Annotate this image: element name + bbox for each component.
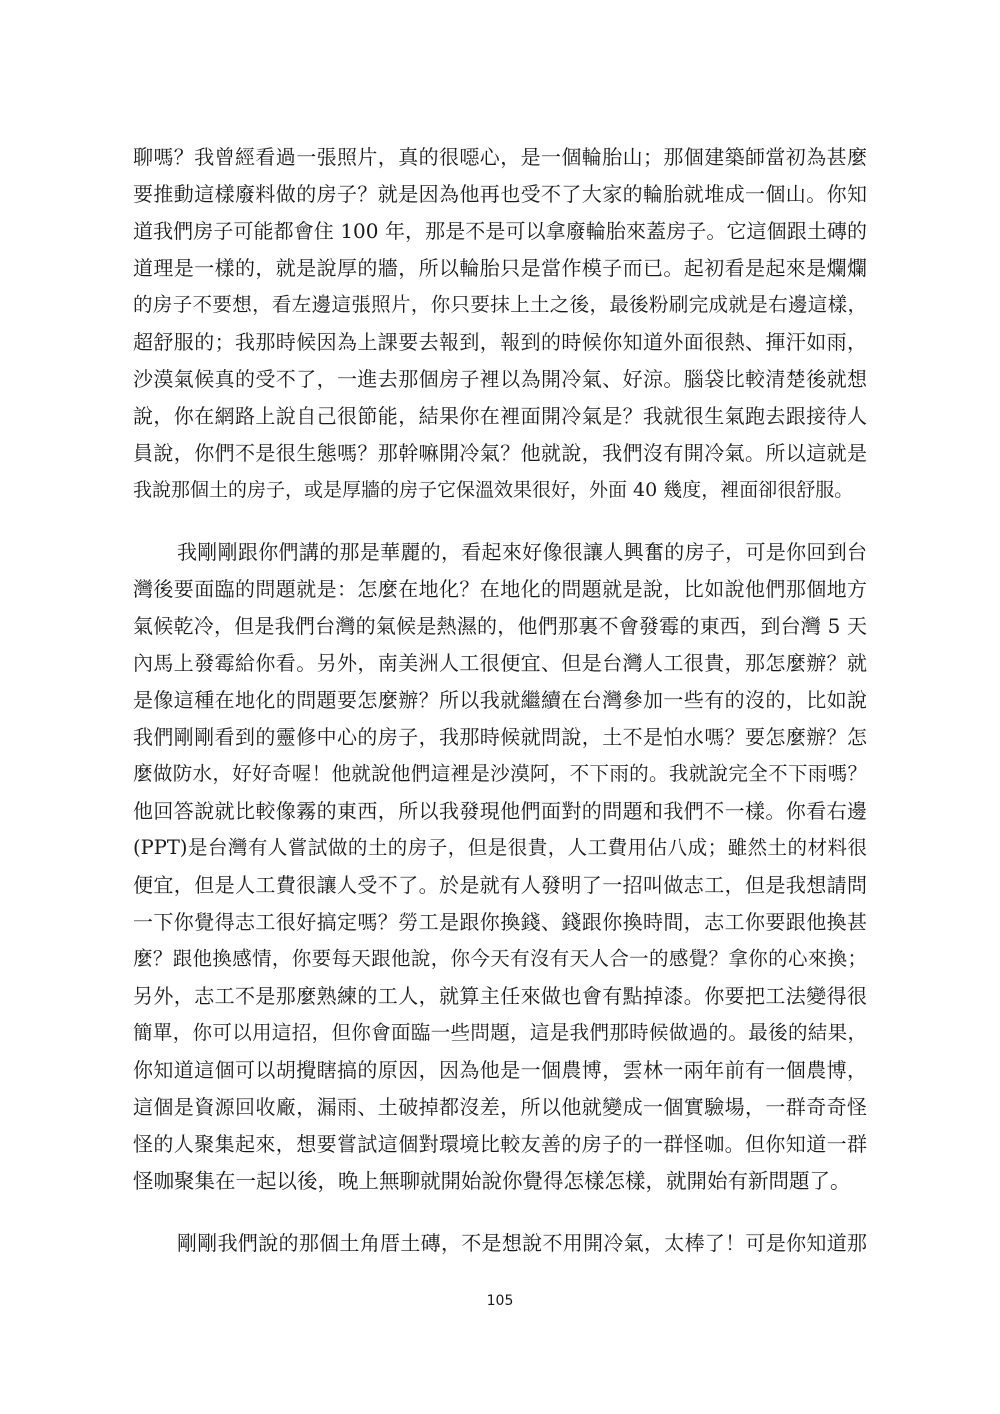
text-line: 道理是一樣的，就是說厚的牆，所以輪胎只是當作模子而已。起初看是起來是爛爛 [133, 256, 867, 280]
text-line: 一下你覺得志工很好搞定嗎？勞工是跟你換錢、錢跟你換時間，志工你要跟他換甚 [133, 910, 867, 934]
text-line: 員說，你們不是很生態嗎？那幹嘛開冷氣？他就說，我們沒有開冷氣。所以這就是 [133, 441, 867, 465]
text-line: 我們剛剛看到的靈修中心的房子，我那時候就問說，土不是怕水嗎？要怎麼辦？怎 [133, 725, 867, 749]
text-line: 我說那個土的房子，或是厚牆的房子它保溫效果很好，外面 40 幾度，裡面卻很舒服。 [133, 479, 854, 501]
text-line: 這個是資源回收廠，漏雨、土破掉都沒差，所以他就變成一個實驗場，一群奇奇怪 [133, 1095, 867, 1119]
text-line: 麼做防水，好好奇喔！他就說他們這裡是沙漠阿，不下雨的。我就說完全不下雨嗎？ [133, 762, 867, 785]
text-line: 怪的人聚集起來，想要嘗試這個對環境比較友善的房子的一群怪咖。但你知道一群 [133, 1132, 867, 1156]
text-line: 要推動這樣廢料做的房子？就是因為他再也受不了大家的輪胎就堆成一個山。你知 [133, 182, 867, 206]
text-line: 灣後要面臨的問題就是：怎麼在地化？在地化的問題就是說，比如說他們那個地方 [133, 577, 867, 601]
text-line: 聊嗎？我曾經看過一張照片，真的很噁心，是一個輪胎山；那個建築師當初為甚麼 [133, 145, 867, 169]
text-line: 的房子不要想，看左邊這張照片，你只要抹上土之後，最後粉刷完成就是右邊這樣， [133, 293, 867, 316]
text-line: 麼？跟他換感情，你要每天跟他說，你今天有沒有天人合一的感覺？拿你的心來換； [133, 947, 867, 970]
text-line: (PPT)是台灣有人嘗試做的土的房子，但是很貴，人工費用佔八成；雖然土的材料很 [133, 836, 867, 859]
text-line: 是像這種在地化的問題要怎麼辦？所以我就繼續在台灣參加一些有的沒的，比如說 [133, 688, 867, 712]
paragraph-first-line: 我剛剛跟你們講的那是華麗的，看起來好像很讓人興奮的房子，可是你回到台 [177, 540, 867, 564]
page-number: 105 [486, 1293, 514, 1309]
text-line: 超舒服的；我那時候因為上課要去報到，報到的時候你知道外面很熱、揮汗如雨， [133, 330, 867, 354]
paragraph-first-line: 剛剛我們說的那個土角厝土磚，不是想說不用開冷氣，太棒了！可是你知道那 [177, 1231, 867, 1255]
text-line: 氣候乾冷，但是我們台灣的氣候是熱濕的，他們那裏不會發霉的東西，到台灣 5 天 [133, 614, 867, 638]
text-line: 便宜，但是人工費很讓人受不了。於是就有人發明了一招叫做志工，但是我想請問 [133, 873, 867, 897]
text-line: 怪咖聚集在一起以後，晚上無聊就開始說你覺得怎樣怎樣，就開始有新問題了。 [133, 1169, 851, 1193]
text-line: 內馬上發霉給你看。另外，南美洲人工很便宜、但是台灣人工很貴，那怎麼辦？就 [133, 651, 867, 675]
text-line: 沙漠氣候真的受不了，一進去那個房子裡以為開冷氣、好涼。腦袋比較清楚後就想 [133, 367, 867, 391]
text-line: 道我們房子可能都會住 100 年，那是不是可以拿廢輪胎來蓋房子。它這個跟土磚的 [133, 219, 867, 243]
text-line: 他回答說就比較像霧的東西，所以我發現他們面對的問題和我們不一樣。你看右邊 [133, 799, 867, 823]
text-line: 簡單，你可以用這招，但你會面臨一些問題，這是我們那時候做過的。最後的結果， [133, 1021, 867, 1044]
text-line: 說，你在網路上說自己很節能，結果你在裡面開冷氣是？我就很生氣跑去跟接待人 [133, 404, 867, 428]
text-line: 你知道這個可以胡攪瞎搞的原因，因為他是一個農博，雲林一兩年前有一個農博， [133, 1058, 867, 1082]
text-line: 另外，志工不是那麼熟練的工人，就算主任來做也會有點掉漆。你要把工法變得很 [133, 984, 867, 1008]
